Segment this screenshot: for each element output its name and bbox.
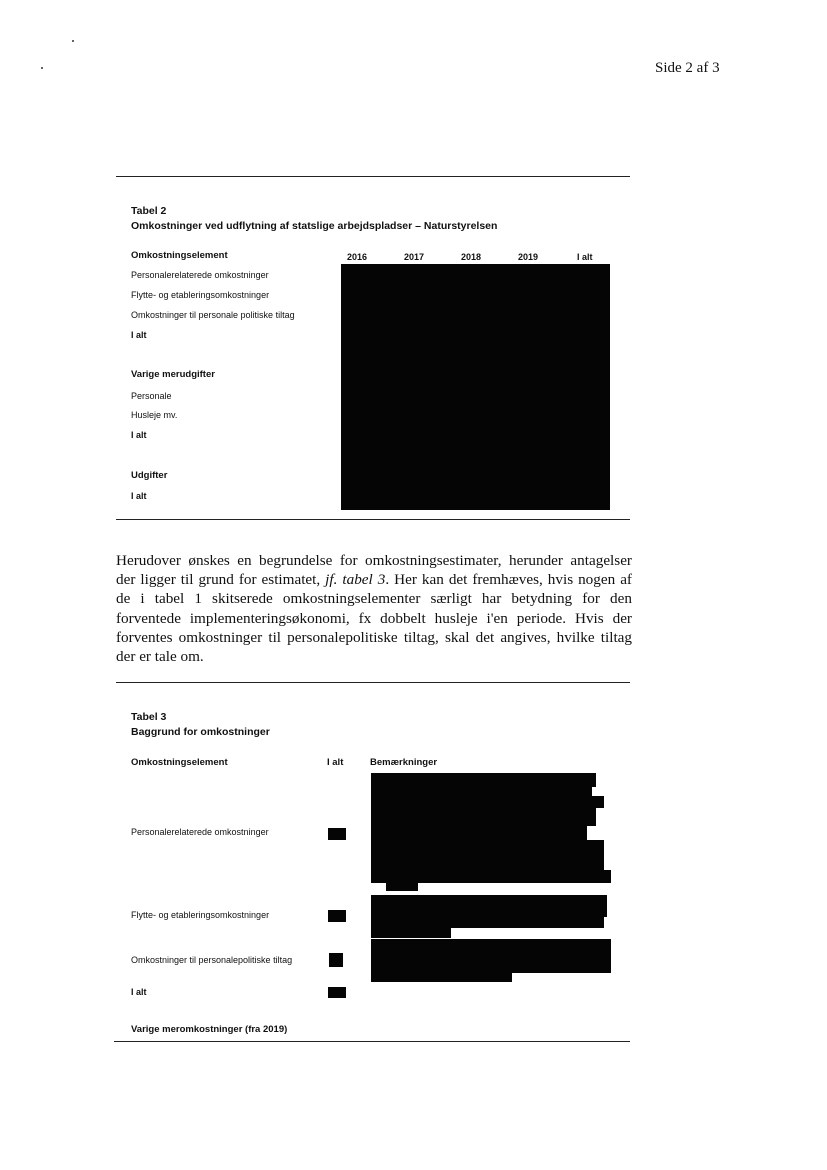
table2-label: Tabel 2 xyxy=(131,205,167,217)
table2-row-label: I alt xyxy=(131,491,147,501)
table3-top-rule xyxy=(116,682,630,683)
table3-remarks-redaction xyxy=(371,808,596,826)
page-number: Side 2 af 3 xyxy=(655,60,720,76)
table2-header-element: Omkostningselement xyxy=(131,250,228,261)
table3-row-label: Flytte- og etableringsomkostninger xyxy=(131,910,270,920)
table2-header-year: 2016 xyxy=(347,252,368,262)
table3-header-total: I alt xyxy=(327,757,344,768)
table2-row-label: Varige merudgifter xyxy=(131,369,215,380)
table2-header-year: 2017 xyxy=(404,252,425,262)
table2-header-year: 2019 xyxy=(518,252,539,262)
table2-top-rule xyxy=(116,176,630,177)
table3-total-redaction xyxy=(328,987,346,998)
table3-row-label: I alt xyxy=(131,987,147,997)
table2-header-year: 2018 xyxy=(461,252,482,262)
table-reference: jf. tabel 3 xyxy=(325,571,386,589)
table2-bottom-rule xyxy=(116,519,630,520)
table2-header-total: I alt xyxy=(577,252,593,262)
paragraph-line: forventede implementeringsøkonomi, fx dobbelt husleje i'en periode. Hvis der xyxy=(116,609,632,627)
table3-label: Tabel 3 xyxy=(131,711,167,723)
paragraph-line: der er tale om. xyxy=(116,648,204,666)
table3-remarks-redaction xyxy=(371,840,604,870)
table3-header-element: Omkostningselement xyxy=(131,757,228,768)
table3-remarks-redaction xyxy=(371,826,587,840)
table3-total-redaction xyxy=(328,910,346,922)
scan-speck xyxy=(41,67,43,69)
table2-row-label: Flytte- og etableringsomkostninger xyxy=(131,290,270,300)
table3-remarks-redaction xyxy=(371,959,611,973)
table3-remarks-redaction xyxy=(386,883,418,891)
table2-row-label: I alt xyxy=(131,430,147,440)
paragraph-line: forventes omkostninger til personalepolitiske tiltag, skal det angives, hvilke tiltag xyxy=(116,628,632,646)
table3-remarks-redaction xyxy=(371,917,604,928)
paragraph-line xyxy=(116,570,632,589)
paragraph-line: de i tabel 1 skitserede omkostningselementer særligt har betydning for den xyxy=(116,590,632,608)
table3-total-redaction xyxy=(329,953,343,967)
table3-header-remarks: Bemærkninger xyxy=(370,757,438,768)
table2-title: Omkostninger ved udflytning af statslige arbejdspladser – Naturstyrelsen xyxy=(131,220,498,232)
table3-remarks-redaction xyxy=(371,773,596,787)
scan-speck xyxy=(72,40,74,42)
body-paragraph xyxy=(116,551,632,666)
table3-row-label: Personalerelaterede omkostninger xyxy=(131,827,269,837)
table3-remarks-redaction xyxy=(371,973,512,982)
paragraph-line: Herudover ønskes en begrundelse for omkostningsestimater, herunder antagelser xyxy=(116,552,632,569)
table3-remarks-redaction xyxy=(371,939,611,959)
table3-bottom-rule xyxy=(114,1041,630,1042)
table2-row-label: Udgifter xyxy=(131,470,168,481)
table3-remarks-redaction xyxy=(371,796,604,808)
table2-row-label: Personale xyxy=(131,391,172,401)
table2-row-label: Husleje mv. xyxy=(131,410,178,420)
table3-remarks-redaction xyxy=(371,895,607,917)
table2-redaction-block xyxy=(341,264,610,510)
table3-total-redaction xyxy=(328,828,346,840)
table3-footer: Varige meromkostninger (fra 2019) xyxy=(131,1024,288,1035)
table3-title: Baggrund for omkostninger xyxy=(131,726,270,738)
table3-row-label: Omkostninger til personalepolitiske tiltag xyxy=(131,955,293,965)
table3-remarks-redaction xyxy=(371,787,592,796)
table3-remarks-redaction xyxy=(371,928,451,938)
paragraph-line-start: der ligger til grund for estimatet, xyxy=(116,571,326,589)
table2-row-label: Omkostninger til personale politiske tiltag xyxy=(131,310,295,320)
table3-remarks-redaction xyxy=(371,870,611,883)
paragraph-line-end: . Her kan det fremhæves, hvis nogen af xyxy=(385,571,632,589)
table2-row-label: Personalerelaterede omkostninger xyxy=(131,270,269,280)
table2-row-label: I alt xyxy=(131,330,147,340)
